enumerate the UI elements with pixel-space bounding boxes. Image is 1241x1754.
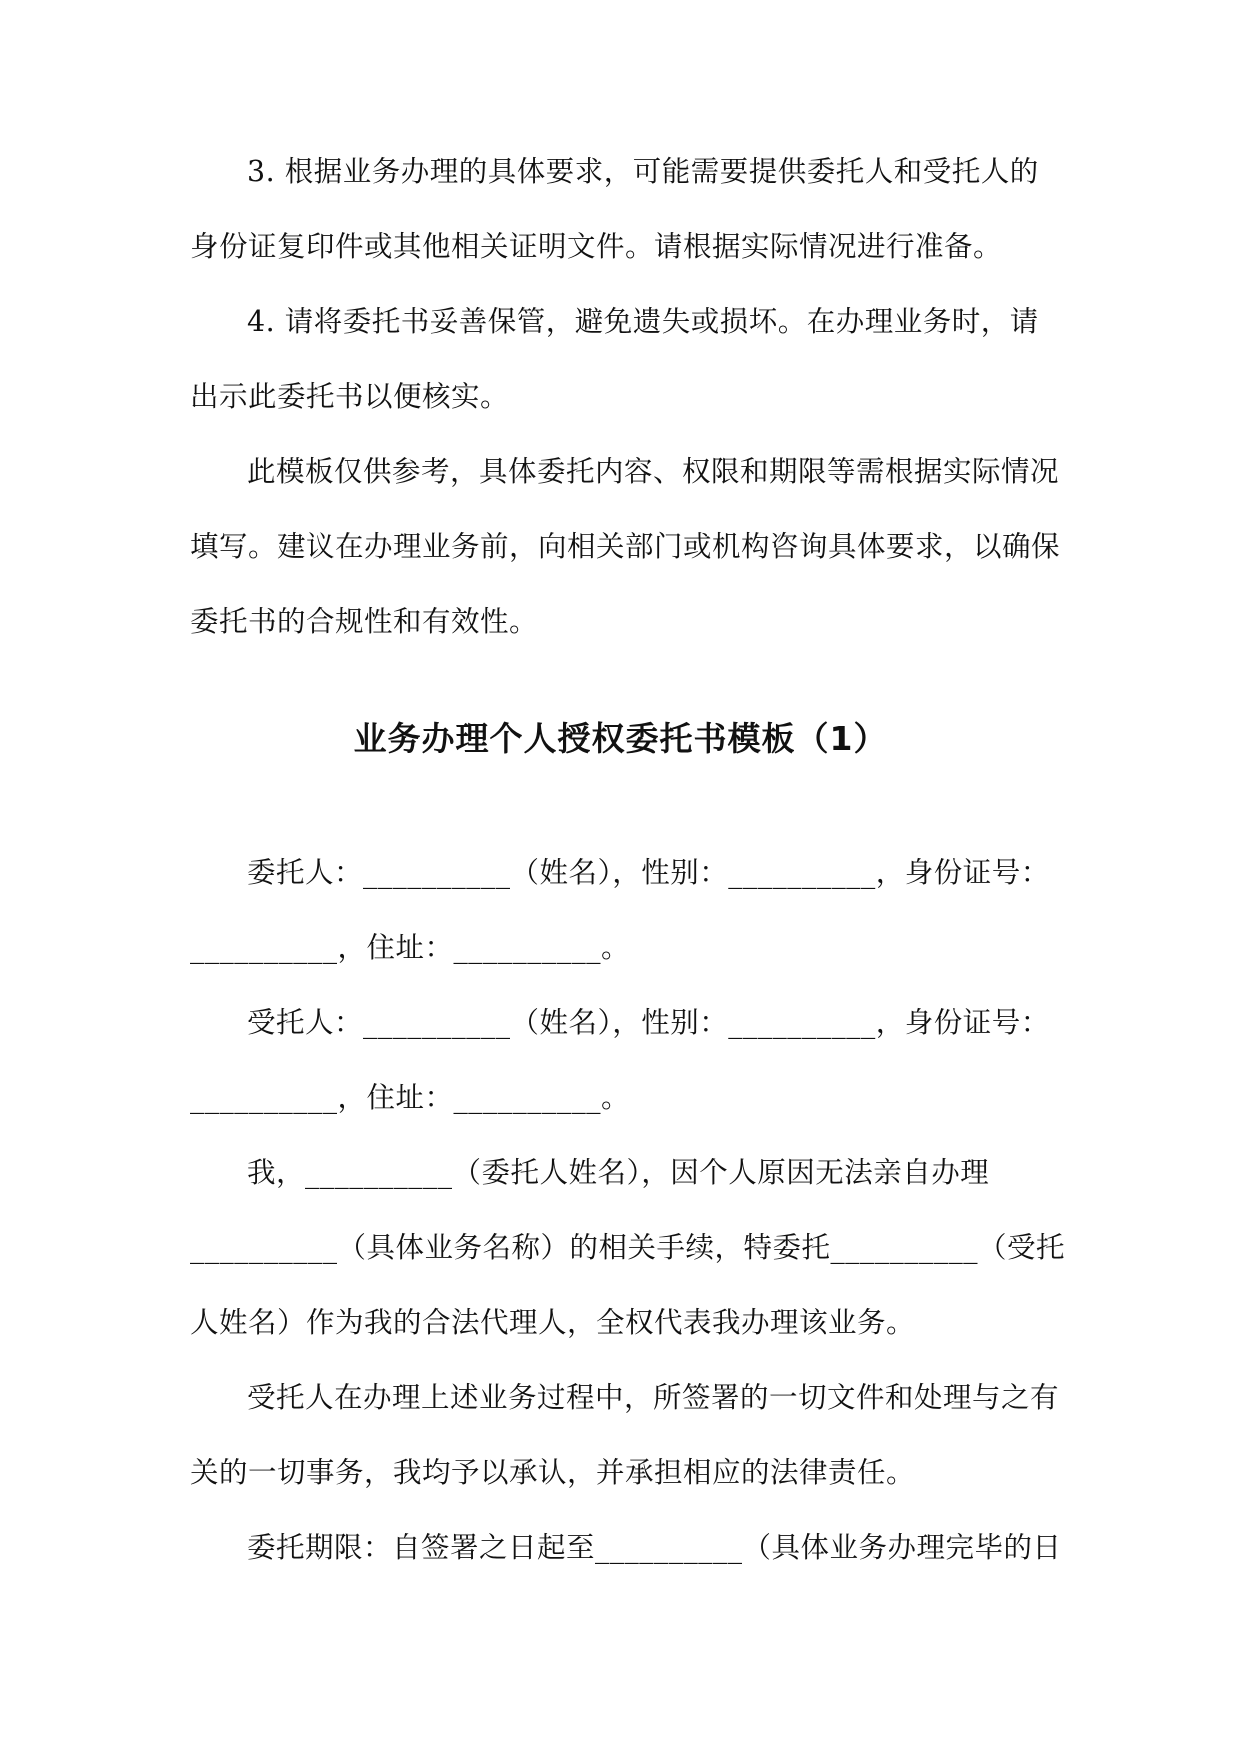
note-4-line-2: 出示此委托书以便核实。 <box>190 380 510 413</box>
template-title: 业务办理个人授权委托书模板（1） <box>353 719 888 758</box>
disclaimer-line-2: 填写。建议在办理业务前，向相关部门或机构咨询具体要求，以确保 <box>190 530 1061 563</box>
agent-line-1: 受托人：__________（姓名），性别：__________，身份证号： <box>247 1006 1050 1039</box>
term-line-1: 委托期限：自签署之日起至__________（具体业务办理完毕的日 <box>247 1531 1062 1564</box>
liability-line-1: 受托人在办理上述业务过程中，所签署的一切文件和处理与之有 <box>247 1381 1060 1414</box>
agent-line-2: __________，住址：__________。 <box>190 1081 631 1114</box>
note-3-line-1: 3. 根据业务办理的具体要求，可能需要提供委托人和受托人的 <box>247 155 1039 188</box>
note-3-line-2: 身份证复印件或其他相关证明文件。请根据实际情况进行准备。 <box>190 230 1003 263</box>
principal-line-1: 委托人：__________（姓名），性别：__________，身份证号： <box>247 856 1050 889</box>
authorization-line-3: 人姓名）作为我的合法代理人，全权代表我办理该业务。 <box>190 1306 916 1339</box>
authorization-line-2: __________（具体业务名称）的相关手续，特委托__________（受托 <box>190 1231 1066 1264</box>
disclaimer-line-1: 此模板仅供参考，具体委托内容、权限和期限等需根据实际情况 <box>247 455 1060 488</box>
note-4-line-1: 4. 请将委托书妥善保管，避免遗失或损坏。在办理业务时，请 <box>247 305 1039 338</box>
disclaimer-line-3: 委托书的合规性和有效性。 <box>190 605 539 638</box>
liability-line-2: 关的一切事务，我均予以承认，并承担相应的法律责任。 <box>190 1456 916 1489</box>
authorization-line-1: 我，__________（委托人姓名），因个人原因无法亲自办理 <box>247 1156 990 1189</box>
principal-line-2: __________，住址：__________。 <box>190 931 631 964</box>
